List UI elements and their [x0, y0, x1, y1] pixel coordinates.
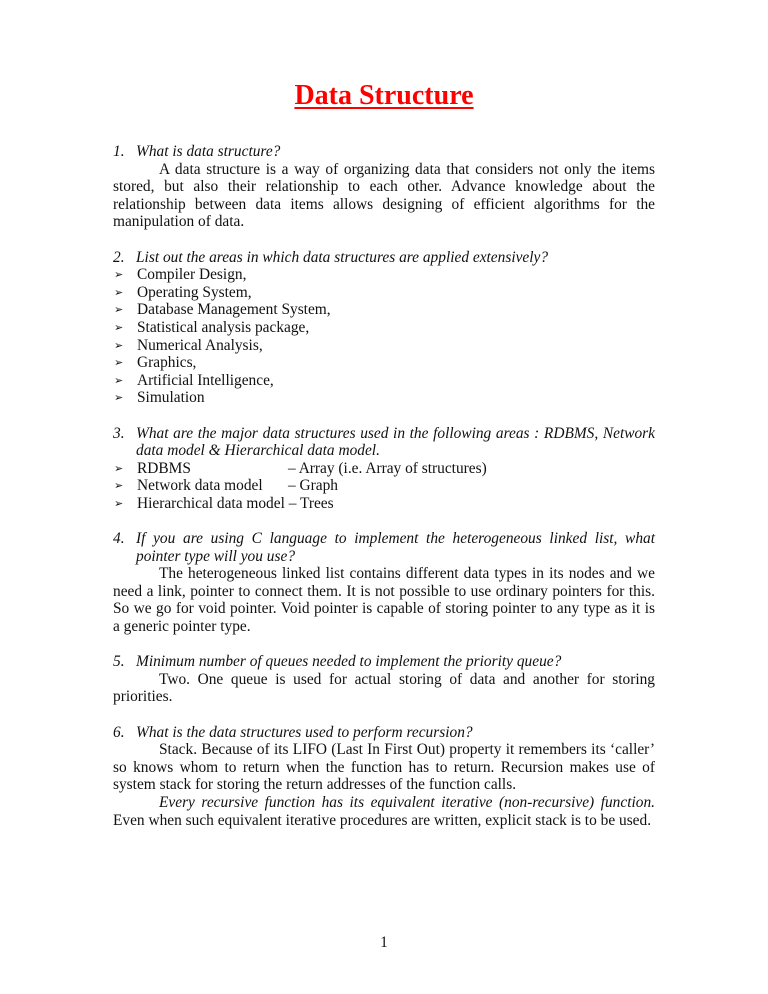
document-body: [113, 143, 655, 847]
question-number: 4.: [113, 530, 125, 548]
question-text: What are the major data structures used in the following areas : RDBMS, Network data model & Hierarchical data model.: [136, 424, 655, 460]
list-item: [113, 266, 655, 284]
model-structure: – Trees: [288, 494, 334, 512]
section-2: [113, 249, 655, 407]
list-item-text: Compiler Design,: [137, 266, 247, 284]
list-item-text: Numerical Analysis,: [137, 336, 263, 354]
question-1: [113, 143, 655, 161]
question-5: [113, 653, 655, 671]
answer-6-note: [113, 794, 655, 829]
arrow-bullet-icon: ➢: [114, 285, 124, 299]
answer-4: The heterogeneous linked list contains different data types in its nodes and we need a link, pointer to connect them. It is not possible to use ordinary pointers for this. So we go for void pointer. Void pointer is capable of storing pointer to any type as it is a generic pointer type.: [113, 565, 655, 636]
question-text: List out the areas in which data structures are applied extensively?: [136, 248, 549, 266]
list-item-text: Statistical analysis package,: [137, 318, 310, 336]
arrow-bullet-icon: ➢: [114, 356, 124, 370]
arrow-bullet-icon: ➢: [114, 373, 124, 387]
list-item: [113, 319, 655, 337]
list-item: [113, 337, 655, 355]
model-name: RDBMS: [137, 459, 191, 477]
section-1: [113, 143, 655, 231]
list-item: [113, 372, 655, 390]
page-number: 1: [380, 934, 388, 951]
question-number: 6.: [113, 723, 125, 741]
answer-6: Stack. Because of its LIFO (Last In First Out) property it remembers its ‘caller’ so knows whom to return when the function has to return. Recursion makes use of system stack for storing the return addresses of the function calls.: [113, 741, 655, 794]
list-item-text: Graphics,: [137, 354, 197, 372]
list-item: [113, 301, 655, 319]
question-3: [113, 425, 655, 460]
list-item-text: Database Management System,: [137, 301, 331, 319]
question-text: What is data structure?: [136, 143, 281, 160]
list-item-text: Operating System,: [137, 283, 252, 301]
question-number: 1.: [113, 143, 125, 160]
question-2: [113, 249, 655, 267]
arrow-bullet-icon: ➢: [114, 303, 124, 317]
question-6: [113, 724, 655, 742]
question-number: 3.: [113, 424, 125, 442]
application-areas-list: [113, 266, 655, 407]
model-structure: – Graph: [288, 477, 339, 495]
data-model-structure-list: [113, 460, 655, 513]
document-title: Data Structure: [294, 80, 474, 111]
question-number: 5.: [113, 653, 125, 671]
arrow-bullet-icon: ➢: [114, 268, 124, 282]
section-5: [113, 653, 655, 706]
list-item: [113, 284, 655, 302]
question-number: 2.: [113, 248, 125, 266]
model-name: Network data model: [137, 477, 263, 495]
list-item: [113, 389, 655, 407]
answer-5: Two. One queue is used for actual storing of data and another for storing priorities.: [113, 670, 655, 706]
list-item: [113, 477, 655, 495]
question-text: What is the data structures used to perform recursion?: [136, 723, 473, 741]
section-4: [113, 530, 655, 636]
list-item-text: Simulation: [137, 389, 205, 407]
answer-6-note-emphasis: Every recursive function has its equivalent iterative (non-recursive) function.: [159, 793, 655, 811]
arrow-bullet-icon: ➢: [114, 338, 124, 352]
section-3: [113, 425, 655, 513]
list-item-text: Artificial Intelligence,: [137, 371, 274, 389]
question-4: [113, 530, 655, 565]
answer-6-note-rest: Even when such equivalent iterative procedures are written, explicit stack is to be used.: [113, 811, 652, 829]
question-text: Minimum number of queues needed to implement the priority queue?: [136, 653, 562, 671]
arrow-bullet-icon: ➢: [114, 479, 124, 493]
arrow-bullet-icon: ➢: [114, 320, 124, 334]
arrow-bullet-icon: ➢: [114, 461, 124, 475]
arrow-bullet-icon: ➢: [114, 496, 124, 510]
arrow-bullet-icon: ➢: [114, 391, 124, 405]
list-item: [113, 354, 655, 372]
list-item: [113, 460, 655, 478]
answer-1: A data structure is a way of organizing data that considers not only the items stored, but also their relationship to each other. Advance knowledge about the relationship between data items allows designing of efficient algorithms for the manipulation of data.: [113, 160, 655, 231]
list-item: [113, 495, 655, 513]
question-text: If you are using C language to implement the heterogeneous linked list, what pointer type will you use?: [136, 530, 655, 565]
section-6: [113, 724, 655, 830]
model-name: Hierarchical data model: [137, 494, 285, 512]
model-structure: – Array (i.e. Array of structures): [288, 459, 487, 477]
